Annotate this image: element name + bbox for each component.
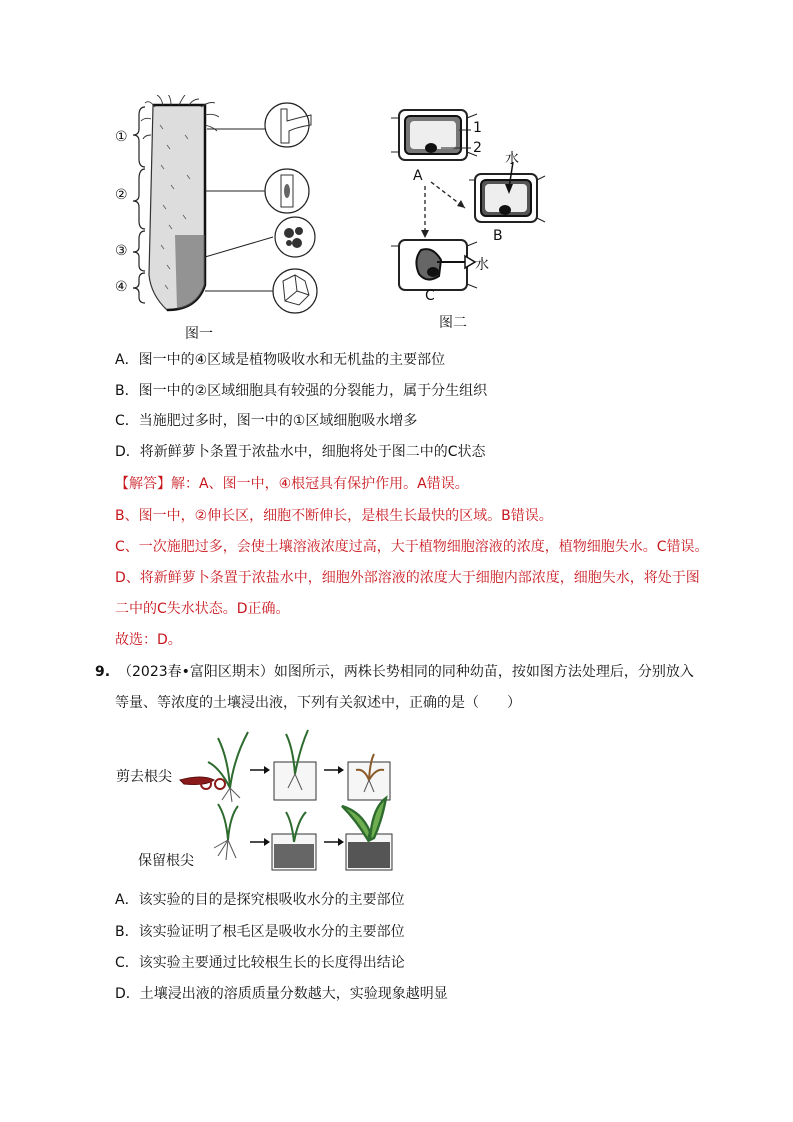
q8-option-d: D．将新鲜萝卜条置于浓盐水中，细胞将处于图二中的C状态 bbox=[115, 444, 486, 460]
q8-option-a: A．图一中的④区域是植物吸收水和无机盐的主要部位 bbox=[115, 352, 446, 368]
q9-stem-line-2: 等量、等浓度的土壤浸出液，下列有关叙述中，正确的是（ ） bbox=[115, 695, 521, 711]
figure-plant-cells bbox=[385, 100, 565, 335]
answer-lead: 【解答】 bbox=[115, 476, 171, 492]
figure1-label-2: ② bbox=[115, 187, 128, 203]
figure1-label-1: ① bbox=[115, 129, 128, 145]
figure3-label-cut: 剪去根尖 bbox=[116, 769, 172, 785]
figure3-label-keep: 保留根尖 bbox=[138, 853, 194, 869]
q8-answer-line-1 bbox=[115, 474, 469, 494]
figure1-caption: 图一 bbox=[185, 326, 213, 342]
figure2-label-2: 2 bbox=[473, 140, 482, 156]
q9-option-a: A．该实验的目的是探究根吸收水分的主要部位 bbox=[115, 892, 405, 908]
q9-stem-line-1 bbox=[118, 662, 694, 682]
q9-option-b: B．该实验证明了根毛区是吸收水分的主要部位 bbox=[115, 924, 405, 940]
figure2-label-1: 1 bbox=[473, 120, 482, 136]
figure2-water-in: 水 bbox=[505, 151, 519, 167]
q9-option-c: C．该实验主要通过比较根生长的长度得出结论 bbox=[115, 955, 405, 971]
q9-option-d: D．土壤浸出液的溶质质量分数越大，实验现象越明显 bbox=[115, 986, 448, 1002]
q8-answer-line-3: C、一次施肥过多，会使土壤溶液浓度过高，大于植物细胞溶液的浓度，植物细胞失水。C错误。 bbox=[115, 539, 709, 555]
figure2-label-a: A bbox=[413, 168, 423, 184]
q9-stem-text: 如图所示，两株长势相同的同种幼苗，按如图方法处理后，分别放入 bbox=[273, 664, 694, 680]
q8-answer-line-5: 二中的C失水状态。D正确。 bbox=[115, 601, 290, 617]
q8-answer-line-4: D、将新鲜萝卜条置于浓盐水中，细胞外部溶液的浓度大于细胞内部浓度，细胞失水，将处于图 bbox=[115, 570, 700, 586]
q8-option-b: B．图一中的②区域细胞具有较强的分裂能力，属于分生组织 bbox=[115, 383, 488, 399]
figure2-caption: 图二 bbox=[439, 315, 467, 331]
figure1-label-3: ③ bbox=[115, 243, 128, 259]
figure-seedling-experiment bbox=[110, 728, 400, 876]
q8-answer-line-6: 故选：D。 bbox=[115, 632, 182, 648]
q9-source: （2023春•富阳区期末） bbox=[118, 664, 274, 680]
figure2-water-out: 水 bbox=[475, 257, 489, 273]
q9-number: 9. bbox=[95, 664, 111, 680]
figure-root-tip bbox=[105, 95, 335, 345]
figure2-label-b: B bbox=[493, 228, 503, 244]
figure1-label-4: ④ bbox=[115, 279, 128, 295]
figure2-label-c: C bbox=[425, 288, 435, 304]
q8-option-c: C．当施肥过多时，图一中的①区域细胞吸水增多 bbox=[115, 413, 418, 429]
root-tip-drawing bbox=[105, 95, 335, 345]
answer-text: 解：A、图一中，④根冠具有保护作用。A错误。 bbox=[171, 476, 469, 492]
q8-answer-line-2: B、图一中，②伸长区，细胞不断伸长，是根生长最快的区域。B错误。 bbox=[115, 508, 553, 524]
